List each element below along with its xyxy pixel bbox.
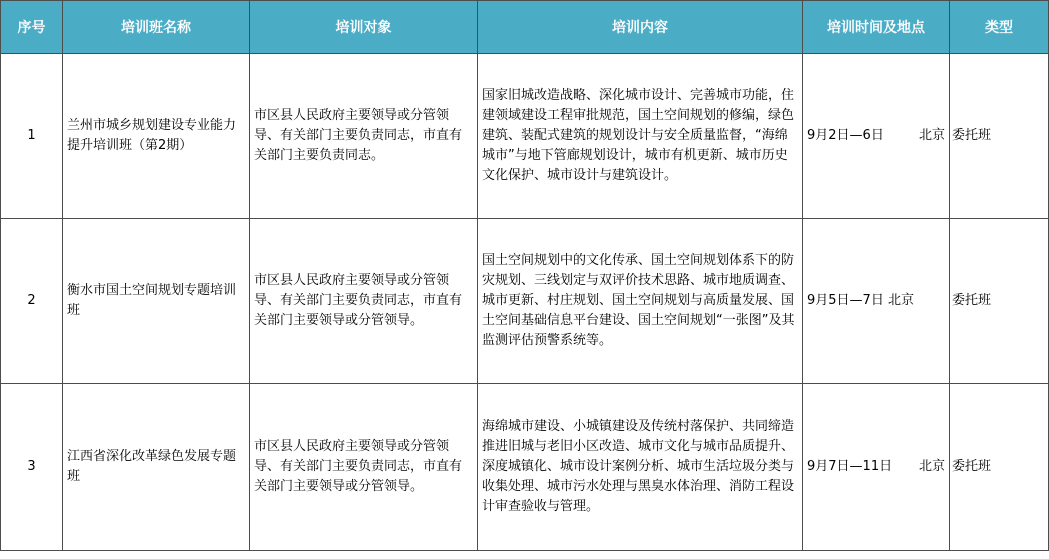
row-content: 海绵城市建设、小城镇建设及传统村落保护、共同缔造推进旧城与老旧小区改造、城市文化与城市品质提升、深度城镇化、城市设计案例分析、城市生活垃圾分类与收集处理、城市污水处理与黑臭水体治理、消防工程设计审查验收与管理。 [478, 384, 803, 551]
row-seq: 3 [1, 384, 63, 551]
row-name: 兰州市城乡规划建设专业能力提升培训班（第2期） [63, 54, 250, 219]
row-name: 江西省深化改革绿色发展专题班 [63, 384, 250, 551]
header-target: 培训对象 [250, 1, 478, 54]
row-target: 市区县人民政府主要领导或分管领导、有关部门主要负责同志，市直有关部门主要领导或分管领导。 [250, 384, 478, 551]
row-seq: 2 [1, 219, 63, 384]
row-time-place [803, 384, 950, 551]
table-row [1, 54, 1049, 219]
row-type: 委托班 [950, 54, 1049, 219]
header-row [1, 1, 1049, 54]
row-time: 9月5日—7日 [807, 293, 884, 308]
row-target: 市区县人民政府主要领导或分管领导、有关部门主要负责同志，市直有关部门主要领导或分管领导。 [250, 219, 478, 384]
row-time: 9月7日—11日 [807, 459, 893, 474]
table-row [1, 219, 1049, 384]
row-place: 北京 [918, 128, 945, 143]
row-place: 北京 [918, 459, 945, 474]
header-time-place: 培训时间及地点 [803, 1, 950, 54]
row-time-place [803, 54, 950, 219]
row-seq: 1 [1, 54, 63, 219]
row-content: 国土空间规划中的文化传承、国土空间规划体系下的防灾规划、三线划定与双评价技术思路、城市地质调查、城市更新、村庄规划、国土空间规划与高质量发展、国土空间基础信息平台建设、国土空间规划“一张图”及其监测评估预警系统等。 [478, 219, 803, 384]
header-seq: 序号 [1, 1, 63, 54]
row-type: 委托班 [950, 219, 1049, 384]
header-content: 培训内容 [478, 1, 803, 54]
table-row [1, 384, 1049, 551]
header-type: 类型 [950, 1, 1049, 54]
row-type: 委托班 [950, 384, 1049, 551]
row-content: 国家旧城改造战略、深化城市设计、完善城市功能，住建领域建设工程审批规范，国土空间规划的修编，绿色建筑、装配式建筑的规划设计与安全质量监督，“海绵城市”与地下管廊规划设计，城市有机更新、城市历史文化保护、城市设计与建筑设计。 [478, 54, 803, 219]
row-time: 9月2日—6日 [807, 128, 884, 143]
row-target: 市区县人民政府主要领导或分管领导、有关部门主要负责同志，市直有关部门主要负责同志。 [250, 54, 478, 219]
header-name: 培训班名称 [63, 1, 250, 54]
row-place: 北京 [887, 293, 914, 308]
row-name: 衡水市国土空间规划专题培训班 [63, 219, 250, 384]
row-time-place [803, 219, 950, 384]
